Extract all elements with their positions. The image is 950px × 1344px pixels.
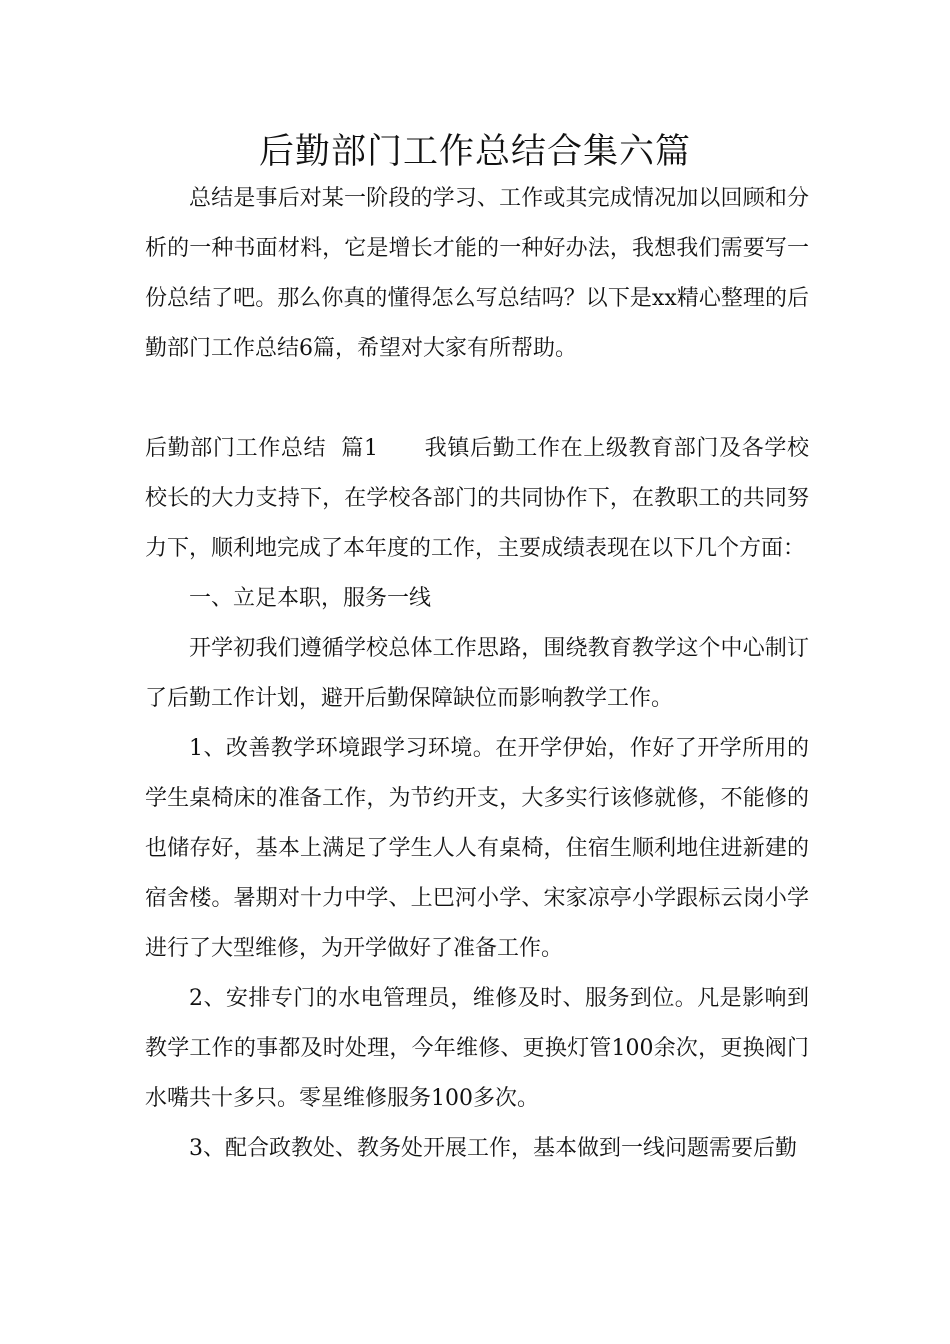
paragraph-1: 开学初我们遵循学校总体工作思路，围绕教育教学这个中心制订了后勤工作计划，避开后勤保障缺位而影响教学工作。: [145, 636, 809, 711]
document-title: 后勤部门工作总结合集六篇: [258, 132, 691, 172]
paragraph-3: 2、安排专门的水电管理员，维修及时、服务到位。凡是影响到教学工作的事都及时处理，今年维修、更换灯管100余次，更换阀门水嘴共十多只。零星维修服务100多次。: [145, 986, 809, 1111]
section-1-lead-text: 我镇后勤工作在上级教育部门及各学校校长的大力支持下，在学校各部门的共同协作下，在教职工的共同努力下，顺利地完成了本年度的工作，主要成绩表现在以下几个方面：: [145, 436, 809, 561]
section-1-first-paragraph: [145, 424, 809, 574]
section-1-heading: 后勤部门工作总结 篇1: [145, 436, 379, 461]
paragraph-2: 1、改善教学环境跟学习环境。在开学伊始，作好了开学所用的学生桌椅床的准备工作，为节约开支，大多实行该修就修，不能修的也储存好，基本上满足了学生人人有桌椅，住宿生顺利地住进新建的宿舍楼。暑期对十力中学、上巴河小学、宋家凉亭小学跟标云岗小学进行了大型维修，为开学做好了准备工作。: [145, 736, 809, 961]
paragraph-4: 3、配合政教处、教务处开展工作，基本做到一线问题需要后勤: [189, 1136, 797, 1161]
intro-paragraph: 总结是事后对某一阶段的学习、工作或其完成情况加以回顾和分析的一种书面材料，它是增长才能的一种好办法，我想我们需要写一份总结了吧。那么你真的懂得怎么写总结吗？以下是xx精心整理的后勤部门工作总结6篇，希望对大家有所帮助。: [145, 186, 809, 361]
subheading-1: 一、立足本职，服务一线: [189, 586, 432, 611]
section-1-block: [145, 424, 809, 1174]
intro-block: [145, 174, 809, 374]
